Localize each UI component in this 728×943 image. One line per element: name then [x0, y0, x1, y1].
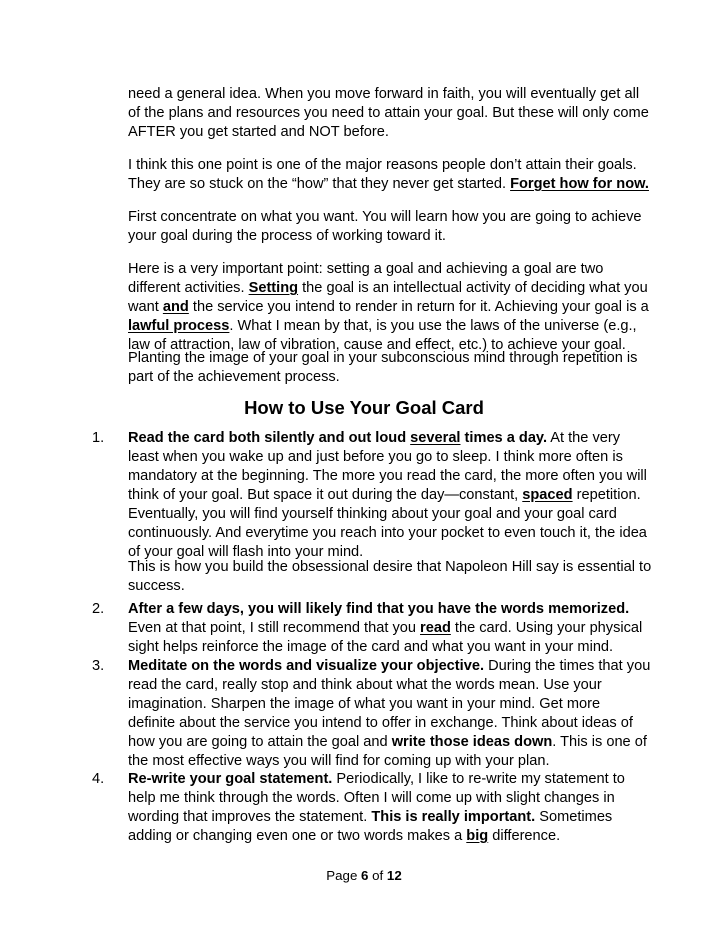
text-line: Planting the image of your goal in your subconscious mind through repetition is [128, 350, 638, 366]
text-span: different activities. [128, 280, 249, 296]
list-item-read-card [128, 429, 648, 562]
text-line [128, 827, 648, 846]
emphasis-spaced: spaced [522, 487, 573, 503]
text-span: want [128, 299, 163, 315]
paragraph-major-reasons [128, 156, 648, 194]
text-line: part of the achievement process. [128, 369, 340, 385]
list-number: 2. [92, 601, 105, 617]
paragraph-important-point [128, 260, 648, 355]
text-line: help me think through the words. Often I will come up with slight changes in [128, 790, 615, 806]
emphasis-read: read [420, 620, 451, 636]
emphasis-forget-how: Forget how for now. [510, 176, 649, 192]
text-span: . What I mean by that, is you use the laws of the universe (e.g., [229, 318, 637, 334]
text-span: They are so stuck on the “how” that they never get started. [128, 176, 511, 192]
list-number: 4. [92, 771, 105, 787]
emphasis-lawful-process: lawful process [128, 318, 230, 334]
page-number: 6 [361, 868, 369, 883]
text-line: need a general idea. When you move forward in faith, you will eventually get all [128, 86, 640, 102]
paragraph-planting [128, 349, 648, 387]
text-line [128, 657, 651, 676]
text-line: of the plans and resources you need to attain your goal. But these will only come [128, 105, 649, 121]
text-span: Read the card both silently and out loud [128, 430, 411, 446]
text-line: continuously. And everytime you reach into your pocket to even touch it, the idea [128, 525, 647, 541]
text-span: Periodically, I like to re-write my statement to [332, 771, 625, 787]
list-number: 1. [92, 430, 105, 446]
text-span: During the times that you [484, 658, 651, 674]
section-heading: How to Use Your Goal Card [244, 397, 484, 418]
page-total: 12 [386, 868, 402, 883]
text-line: After a few days, you will likely find that you have the words memorized. [128, 601, 630, 617]
text-span: the card. Using your physical [450, 620, 643, 636]
list-item-rewrite [128, 770, 648, 846]
text-span: repetition. [572, 487, 641, 503]
text-span: Sometimes [535, 809, 613, 825]
text-span: the goal is an intellectual activity of deciding what you [298, 280, 648, 296]
text-line: This is how you build the obsessional desire that Napoleon Hill say is essential to [128, 559, 652, 575]
text-line [128, 298, 648, 317]
text-line: First concentrate on what you want. You will learn how you are going to achieve [128, 209, 642, 225]
text-line: read the card, really stop and think about what the words mean. Use your [128, 677, 602, 693]
text-line: the most effective ways you will find for coming up with your plan. [128, 753, 550, 769]
text-span: difference. [488, 828, 561, 844]
text-line: imagination. Sharpen the image of what you want in your mind. Get more [128, 696, 601, 712]
text-line: I think this one point is one of the major reasons people don’t attain their goals. [128, 157, 637, 173]
text-span: the service you intend to render in return for it. Achieving your goal is a [188, 299, 649, 315]
text-span: think of your goal. But space it out during the day—constant, [128, 487, 523, 503]
text-line [128, 175, 648, 194]
list-item-obsessional-desire [128, 558, 652, 596]
text-line [128, 317, 648, 336]
emphasis-and: and [162, 299, 189, 315]
text-line [128, 429, 648, 448]
text-span: times a day. [460, 430, 548, 446]
text-line: sight helps reinforce the image of the card and what you want in your mind. [128, 639, 614, 655]
text-line [128, 733, 648, 752]
text-line [128, 486, 648, 505]
paragraph-concentrate [128, 208, 648, 246]
emphasis-setting: Setting [248, 280, 299, 296]
text-line: mandatory at the beginning. The more you read the card, the more often you will [128, 468, 647, 484]
text-span: wording that improves the statement. [128, 809, 372, 825]
text-line: your goal during the process of working toward it. [128, 228, 446, 244]
emphasis-several: several [410, 430, 461, 446]
text-span: Re-write your goal statement. [128, 771, 333, 787]
text-line: AFTER you get started and NOT before. [128, 124, 389, 140]
emphasis-write-ideas: write those ideas down [391, 734, 553, 750]
text-line: of your goal will flash into your mind. [128, 544, 364, 560]
text-line [128, 770, 648, 789]
text-line [128, 808, 648, 827]
text-line: Here is a very important point: setting a goal and achieving a goal are two [128, 261, 604, 277]
text-span: At the very [547, 430, 621, 446]
footer-text: of [368, 868, 387, 883]
text-span: . This is one of [552, 734, 647, 750]
text-span: Even at that point, I still recommend that you [128, 620, 421, 636]
text-line: definite about the service you intend to offer in exchange. Think about ideas of [128, 715, 633, 731]
text-line: success. [128, 578, 185, 594]
text-line [128, 279, 648, 298]
text-line: least when you wake up and just before you go to sleep. I think more often is [128, 449, 623, 465]
text-line: Eventually, you will find yourself thinking about your goal and your goal card [128, 506, 617, 522]
emphasis-big: big [466, 828, 489, 844]
text-span: adding or changing even one or two words makes a [128, 828, 467, 844]
footer-text: Page [326, 868, 362, 883]
text-span: how you are going to attain the goal and [128, 734, 392, 750]
text-span: Meditate on the words and visualize your objective. [128, 658, 485, 674]
list-item-meditate [128, 657, 651, 771]
text-line [128, 619, 648, 638]
page-footer [0, 867, 728, 885]
text-line: law of attraction, law of vibration, cause and effect, etc.) to achieve your goal. [128, 337, 626, 353]
list-number: 3. [92, 658, 105, 674]
list-item-memorized [128, 600, 648, 657]
paragraph-faith [128, 85, 648, 142]
emphasis-really-important: This is really important. [371, 809, 536, 825]
